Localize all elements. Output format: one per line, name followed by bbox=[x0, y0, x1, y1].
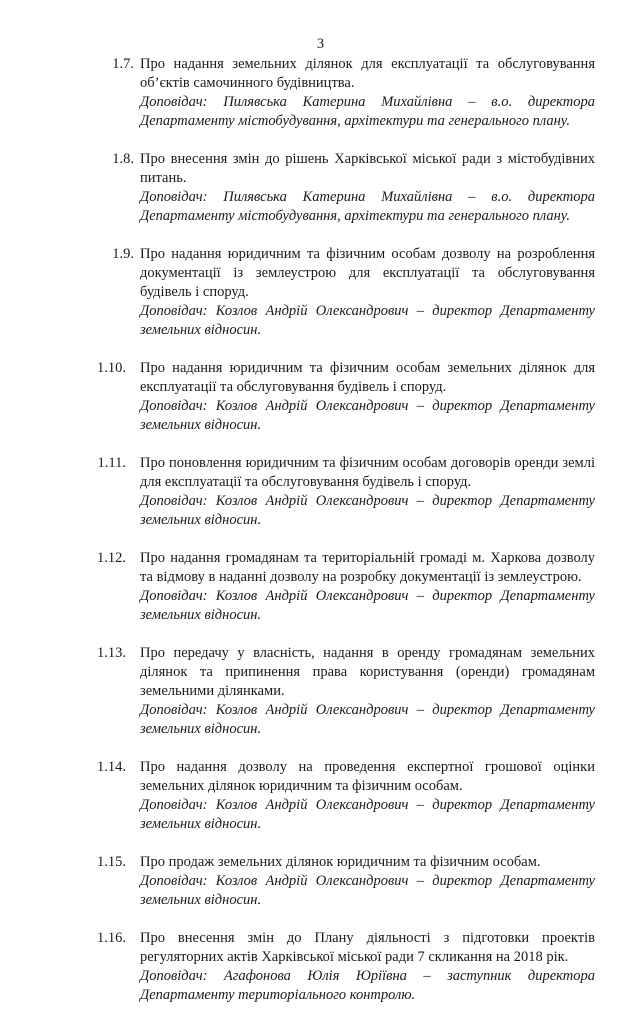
item-title: Про надання юридичним та фізичним особам дозволу на розроблення документації із землеустрою для експлуатації та обслуговування будівель і споруд. bbox=[140, 246, 595, 300]
item-number: 1.8. bbox=[112, 151, 134, 167]
item-title: Про передачу у власність, надання в оренду громадянам земельних ділянок та припинення права користування (оренди) громадянам земельними ділянками. bbox=[140, 645, 595, 699]
agenda-item bbox=[0, 150, 641, 226]
item-title: Про продаж земельних ділянок юридичним та фізичним особам. bbox=[140, 854, 541, 870]
item-number: 1.11. bbox=[97, 455, 126, 471]
agenda-item bbox=[0, 55, 641, 131]
item-number: 1.16. bbox=[97, 930, 126, 946]
item-speaker: Доповідач: Козлов Андрій Олександрович – директор Департаменту земельних відносин. bbox=[140, 797, 595, 832]
agenda-item bbox=[0, 245, 641, 340]
item-title: Про надання громадянам та територіальній громаді м. Харкова дозволу та відмову в наданні дозволу на розробку документації із землеустрою. bbox=[140, 550, 595, 585]
agenda-list bbox=[0, 55, 641, 1024]
item-number: 1.12. bbox=[97, 550, 126, 566]
item-speaker: Доповідач: Пилявська Катерина Михайлівна – в.о. директора Департаменту містобудування, архітектури та генерального плану. bbox=[140, 94, 595, 129]
agenda-item bbox=[0, 454, 641, 530]
item-number: 1.7. bbox=[112, 56, 134, 72]
item-title: Про надання юридичним та фізичним особам земельних ділянок для експлуатації та обслуговування будівель і споруд. bbox=[140, 360, 595, 395]
agenda-item bbox=[0, 359, 641, 435]
item-speaker: Доповідач: Пилявська Катерина Михайлівна – в.о. директора Департаменту містобудування, архітектури та генерального плану. bbox=[140, 189, 595, 224]
agenda-item bbox=[0, 644, 641, 739]
item-number: 1.9. bbox=[112, 246, 134, 262]
item-title: Про поновлення юридичним та фізичним особам договорів оренди землі для експлуатації та обслуговування будівель і споруд. bbox=[140, 455, 595, 490]
item-title: Про надання земельних ділянок для експлуатації та обслуговування об’єктів самочинного будівництва. bbox=[140, 56, 595, 91]
item-number: 1.14. bbox=[97, 759, 126, 775]
page-number: 3 bbox=[316, 36, 325, 52]
item-speaker: Доповідач: Козлов Андрій Олександрович – директор Департаменту земельних відносин. bbox=[140, 588, 595, 623]
item-title: Про внесення змін до Плану діяльності з підготовки проектів регуляторних актів Харківської міської ради 7 скликання на 2018 рік. bbox=[140, 930, 595, 965]
item-number: 1.13. bbox=[97, 645, 126, 661]
item-title: Про внесення змін до рішень Харківської міської ради з містобудівних питань. bbox=[140, 151, 595, 186]
agenda-item bbox=[0, 758, 641, 834]
item-speaker: Доповідач: Агафонова Юлія Юріївна – заступник директора Департаменту територіального контролю. bbox=[140, 968, 595, 1003]
item-number: 1.10. bbox=[97, 360, 126, 376]
agenda-item bbox=[0, 853, 641, 910]
item-title: Про надання дозволу на проведення експертної грошової оцінки земельних ділянок юридичним та фізичним особам. bbox=[140, 759, 595, 794]
item-speaker: Доповідач: Козлов Андрій Олександрович – директор Департаменту земельних відносин. bbox=[140, 303, 595, 338]
item-speaker: Доповідач: Козлов Андрій Олександрович – директор Департаменту земельних відносин. bbox=[140, 702, 595, 737]
agenda-item bbox=[0, 549, 641, 625]
item-speaker: Доповідач: Козлов Андрій Олександрович – директор Департаменту земельних відносин. bbox=[140, 398, 595, 433]
item-speaker: Доповідач: Козлов Андрій Олександрович – директор Департаменту земельних відносин. bbox=[140, 493, 595, 528]
item-speaker: Доповідач: Козлов Андрій Олександрович – директор Департаменту земельних відносин. bbox=[140, 873, 595, 908]
item-number: 1.15. bbox=[97, 854, 126, 870]
agenda-item bbox=[0, 929, 641, 1005]
